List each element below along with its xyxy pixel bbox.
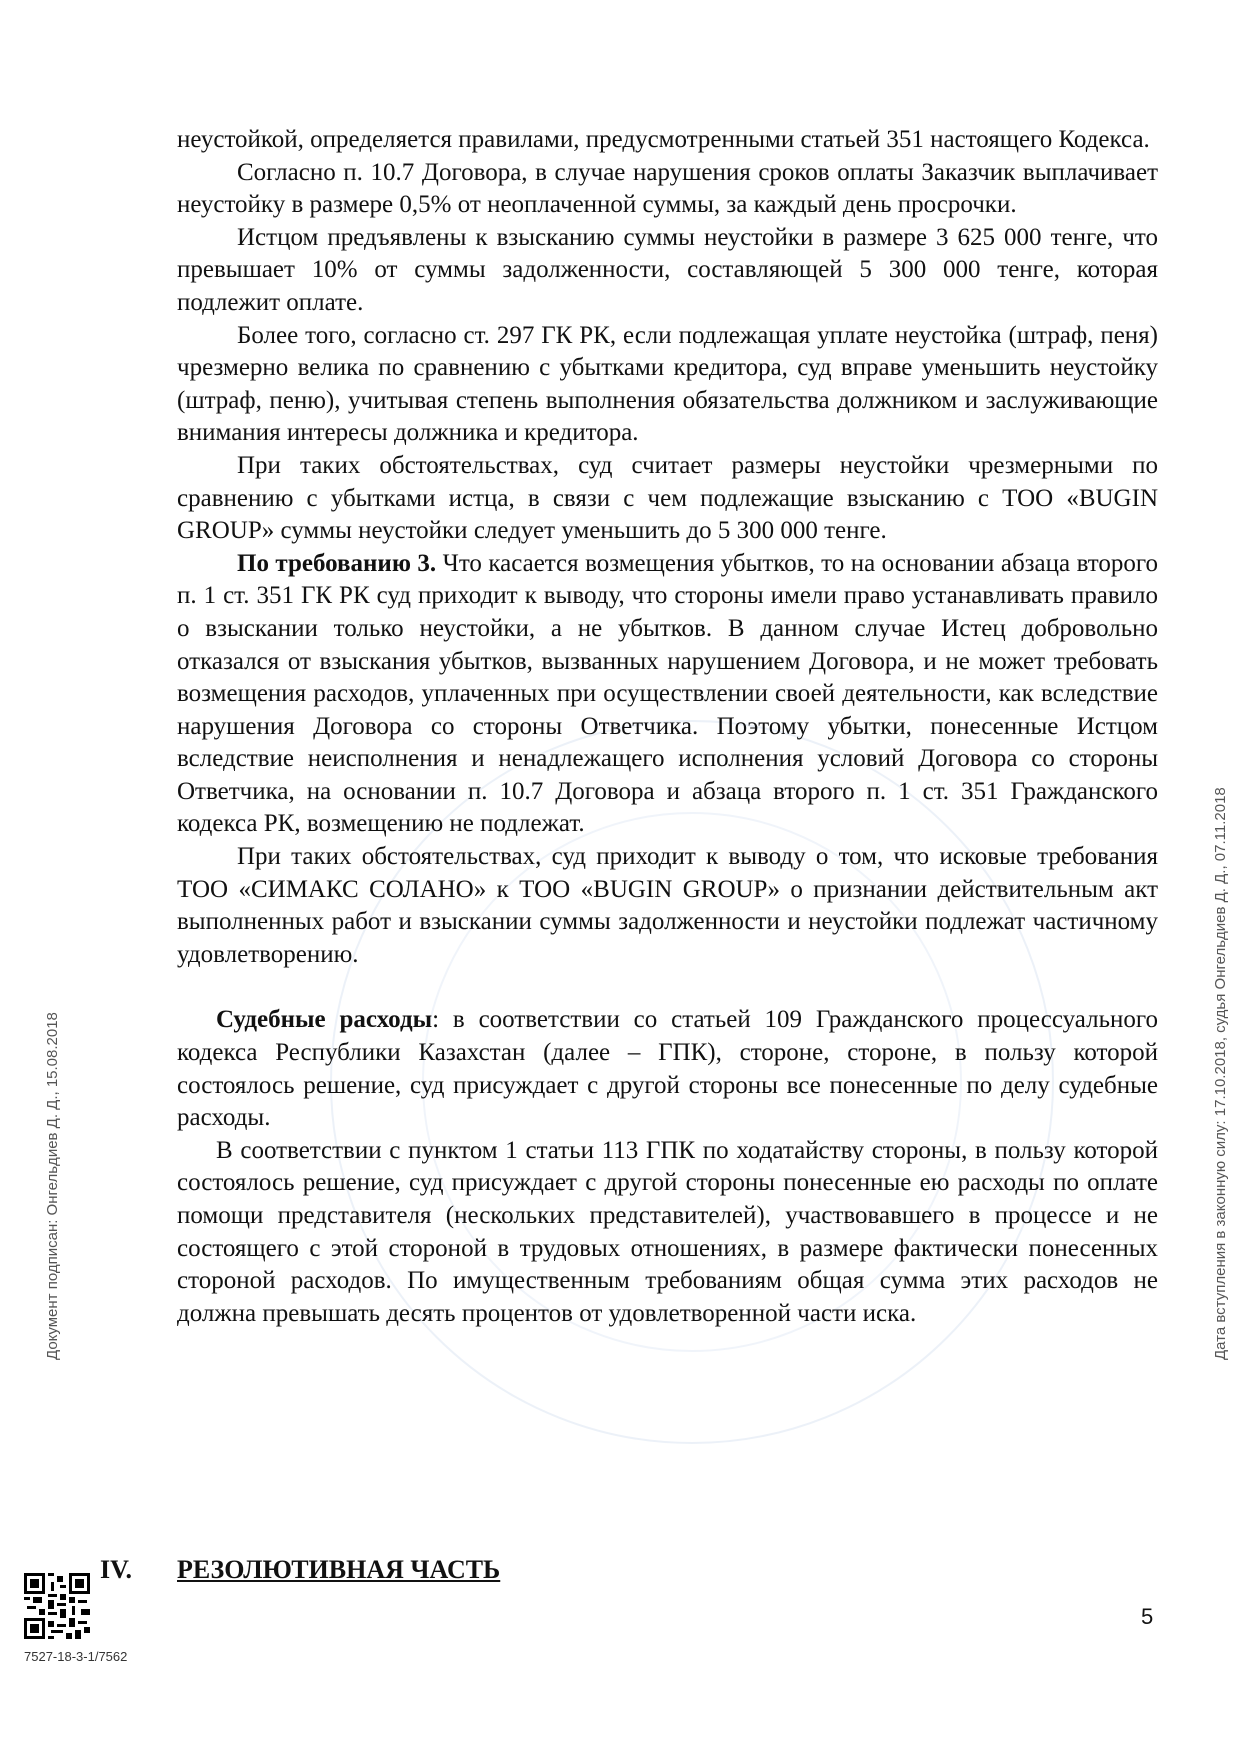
requirement-3-label: По требованию 3. xyxy=(237,549,437,577)
court-costs-detail-paragraph: В соответствии с пунктом 1 статьи 113 ГПК по ходатайству стороны, в пользу которой состоялось решение, суд присуждает с другой стороны понесенные ею расходы по оплате помощи представителя (нескольких представителей), участвовавшего в процессе и не состоящего с этой стороной в трудовых отношениях, в размере фактически понесенных стороной расходов. По имущественным требованиям общая сумма этих расходов не должна превышать десять процентов от удовлетворенной части иска. xyxy=(177,1136,1158,1327)
paragraph: Согласно п. 10.7 Договора, в случае нарушения сроков оплаты Заказчик выплачивает неустойку в размере 0,5% от неоплаченной суммы, за каждый день просрочки. xyxy=(177,158,1158,219)
section-title: РЕЗОЛЮТИВНАЯ ЧАСТЬ xyxy=(177,1555,501,1584)
signature-margin-note: Документ подписан: Онгельдиев Д. Д., 15.08.2018 xyxy=(44,1012,61,1360)
court-costs-label: Судебные расходы xyxy=(216,1006,433,1034)
paragraph: Истцом предъявлены к взысканию суммы неустойки в размере 3 625 000 тенге, что превышает 10% от суммы задолженности, составляющей 5 300 000 тенге, которая подлежит оплате. xyxy=(177,223,1158,316)
paragraph: неустойкой, определяется правилами, предусмотренными статьей 351 настоящего Кодекса. xyxy=(177,126,1150,153)
requirement-3-text: Что касается возмещения убытков, то на основании абзаца второго п. 1 ст. 351 ГК РК суд приходит к выводу, что стороны имели право устанавливать правило о взыскании только неустойки, а не убытков. В данном случае Истец добровольно отказался от взыскания убытков, вызванных нарушением Договора, и не может требовать возмещения расходов, уплаченных при осуществлении своей деятельности, как вследствие нарушения Договора со стороны Ответчика. Поэтому убытки, понесенные Истцом вследствие неисполнения и ненадлежащего исполнения условий Договора со стороны Ответчика, на основании п. 10.7 Договора и абзаца второго п. 1 ст. 351 Гражданского кодекса РК, возмещению не подлежат. xyxy=(177,549,1158,838)
section-number: IV. xyxy=(100,1555,133,1584)
section-heading xyxy=(100,1555,500,1585)
effective-date-margin-note: Дата вступления в законную силу: 17.10.2018, судья Онгельдиев Д. Д., 07.11.2018 xyxy=(1212,787,1229,1360)
document-body xyxy=(177,124,1158,1330)
paragraph: Более того, согласно ст. 297 ГК РК, если подлежащая уплате неустойка (штраф, пеня) чрезмерно велика по сравнению с убытками кредитора, суд вправе уменьшить неустойку (штраф, пеню), учитывая степень выполнения обязательства должником и заслуживающие внимания интересы должника и кредитора. xyxy=(177,321,1158,447)
qr-code-icon xyxy=(24,1573,90,1639)
requirement-3-paragraph xyxy=(177,548,1158,841)
court-costs-text: : в соответствии со статьей 109 Гражданского процессуального кодекса Республики Казахстан (далее – ГПК), стороне, стороне, в пользу которой состоялось решение, суд присуждает с другой стороны все понесенные по делу судебные расходы. xyxy=(177,1006,1158,1132)
page-number: 5 xyxy=(1141,1604,1154,1629)
conclusion-paragraph: При таких обстоятельствах, суд приходит к выводу о том, что исковые требования ТОО «СИМАКС СОЛАНО» к ТОО «BUGIN GROUP» о признании действительным акт выполненных работ и взыскании суммы задолженности и неустойки подлежат частичному удовлетворению. xyxy=(177,843,1158,968)
document-code: 7527-18-3-1/7562 xyxy=(24,1649,128,1664)
court-costs-paragraph xyxy=(177,1004,1158,1134)
paragraph: При таких обстоятельствах, суд считает размеры неустойки чрезмерными по сравнению с убытками истца, в связи с чем подлежащие взысканию с ТОО «BUGIN GROUP» суммы неустойки следует уменьшить до 5 300 000 тенге. xyxy=(177,451,1158,545)
